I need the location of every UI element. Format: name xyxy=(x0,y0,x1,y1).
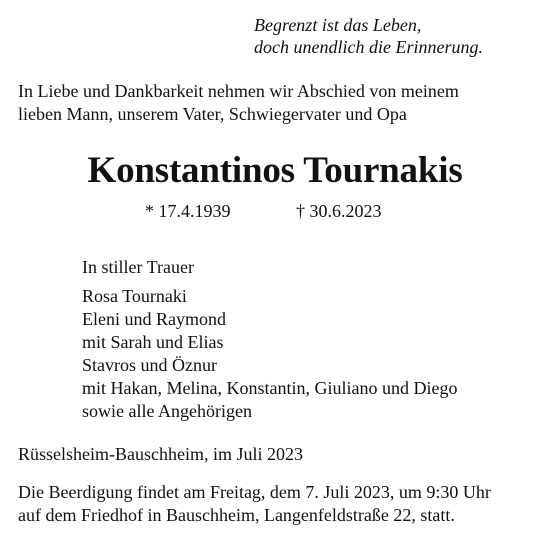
mourner-name: mit Sarah und Elias xyxy=(82,332,224,352)
mourner-name: Rosa Tournaki xyxy=(82,286,187,306)
motto-line: Begrenzt ist das Leben, xyxy=(254,15,422,35)
motto-line: doch unendlich die Erinnerung. xyxy=(254,37,483,57)
funeral-info xyxy=(18,481,542,527)
funeral-line: auf dem Friedhof in Bauschheim, Langenfeldstraße 22, statt. xyxy=(18,505,455,525)
motto-quote xyxy=(254,14,483,58)
mourner-name: Stavros und Öznur xyxy=(82,355,217,375)
mourners-list xyxy=(82,256,457,423)
intro-line: lieben Mann, unserem Vater, Schwiegervater und Opa xyxy=(18,104,407,124)
mourners-heading: In stiller Trauer xyxy=(82,257,194,277)
mourner-name: Eleni und Raymond xyxy=(82,309,226,329)
mourner-name: sowie alle Angehörigen xyxy=(82,401,252,421)
place-and-date: Rüsselsheim-Bauschheim, im Juli 2023 xyxy=(18,444,303,464)
intro-text xyxy=(18,80,538,126)
intro-line: In Liebe und Dankbarkeit nehmen wir Abschied von meinem xyxy=(18,81,459,101)
mourner-name: mit Hakan, Melina, Konstantin, Giuliano und Diego xyxy=(82,378,458,398)
deceased-name: Konstantinos Tournakis xyxy=(87,150,463,191)
funeral-line: Die Beerdigung findet am Freitag, dem 7. Juli 2023, um 9:30 Uhr xyxy=(18,482,491,502)
death-date: † 30.6.2023 xyxy=(296,201,382,221)
birth-date: * 17.4.1939 xyxy=(145,201,231,221)
